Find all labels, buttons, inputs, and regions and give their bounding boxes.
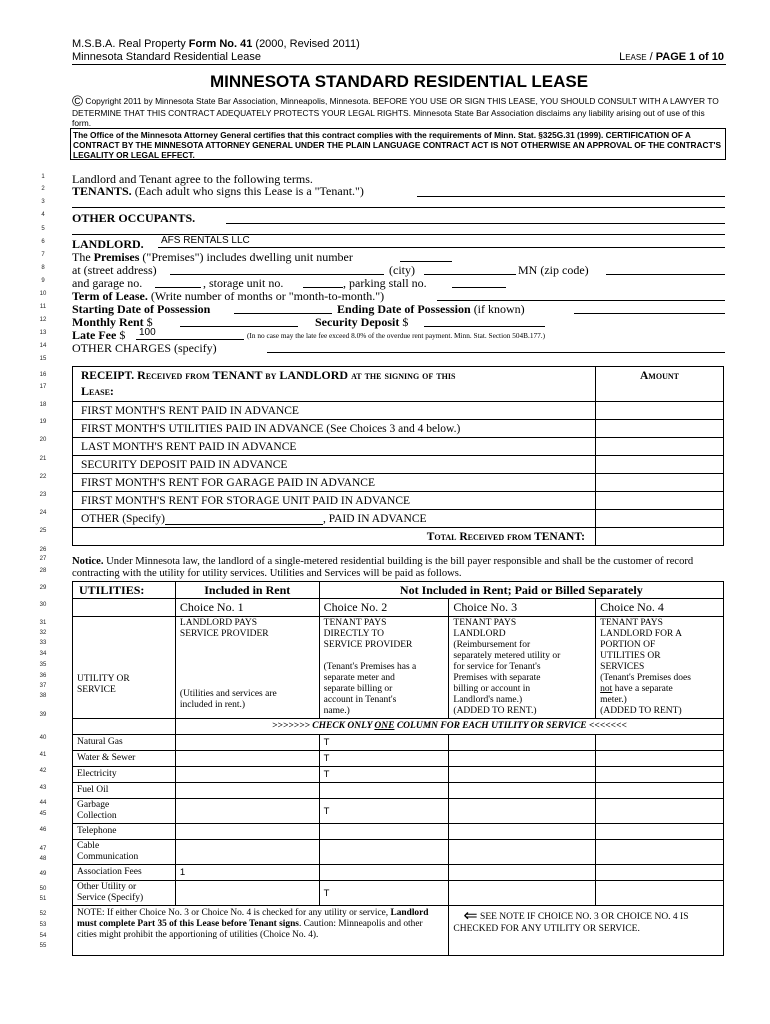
- receipt-header-row: [73, 367, 724, 402]
- receipt-amount-cell[interactable]: [596, 492, 724, 510]
- utility-choice-1-cell[interactable]: [175, 751, 319, 767]
- utility-choice-2-cell[interactable]: T: [319, 767, 449, 783]
- utilities-header-row: [73, 582, 724, 599]
- line-number: 27: [39, 556, 47, 562]
- receipt-row-other: OTHER (Specify) , PAID IN ADVANCE: [73, 510, 724, 528]
- zip-field[interactable]: [606, 262, 725, 275]
- line-number: 18: [39, 402, 47, 408]
- utility-name: Garbage Collection: [73, 799, 176, 824]
- line-number: 55: [39, 943, 47, 949]
- term-line: Term of Lease. (Write number of months or "month-to-month."): [72, 289, 385, 303]
- receipt-amount-cell[interactable]: [596, 456, 724, 474]
- landlord-label: LANDLORD.: [72, 237, 144, 251]
- utility-or-service-label: UTILITY OR SERVICE: [73, 617, 176, 719]
- start-date-label: Starting Date of Possession: [72, 302, 211, 316]
- utility-choice-4-cell[interactable]: [596, 783, 724, 799]
- utility-name: Fuel Oil: [73, 783, 176, 799]
- utility-name: Water & Sewer: [73, 751, 176, 767]
- utility-choice-3-cell[interactable]: [449, 735, 596, 751]
- utility-choice-3-cell[interactable]: [449, 865, 596, 881]
- end-date-field[interactable]: [574, 301, 725, 314]
- utility-choice-1-cell[interactable]: [175, 735, 319, 751]
- line-number: 5: [41, 226, 45, 232]
- line-number: 10: [39, 291, 47, 297]
- line-number: 4: [41, 212, 45, 218]
- choice-2-description: TENANT PAYS DIRECTLY TO SERVICE PROVIDER: [323, 618, 413, 650]
- security-deposit-field[interactable]: [424, 314, 545, 327]
- form-header: [72, 38, 726, 65]
- tenants-field-2[interactable]: [72, 196, 725, 208]
- city-label: (city): [389, 263, 415, 277]
- line-number: 35: [39, 662, 47, 668]
- line-number: 6: [41, 239, 45, 245]
- utility-row: [73, 751, 724, 767]
- utility-name: Natural Gas: [73, 735, 176, 751]
- tenants-line: TENANTS. (Each adult who signs this Lease is a "Tenant."): [72, 184, 364, 198]
- receipt-row: [73, 420, 724, 438]
- start-date-field[interactable]: [234, 301, 332, 314]
- storage-label: , storage unit no.: [203, 276, 284, 290]
- line-number: 50: [39, 886, 47, 892]
- utility-choice-1-cell[interactable]: [175, 840, 319, 865]
- choice-1-note: (Utilities and services are included in rent.): [179, 689, 277, 710]
- line-number: 42: [39, 768, 47, 774]
- line-number: 29: [39, 585, 47, 591]
- receipt-total-row: Total Received from TENANT:: [73, 528, 724, 546]
- choices-row: [73, 599, 724, 617]
- zip-label: MN (zip code): [518, 263, 589, 277]
- utility-choice-2-cell[interactable]: [319, 840, 449, 865]
- arrow-left-icon: ⇐: [463, 906, 478, 925]
- term-field[interactable]: [437, 288, 725, 301]
- receipt-amount-cell[interactable]: [596, 474, 724, 492]
- utility-choice-4-cell[interactable]: [596, 881, 724, 906]
- utility-choice-4-cell[interactable]: [596, 735, 724, 751]
- line-number: 11: [39, 304, 47, 310]
- line-number: 7: [41, 252, 45, 258]
- line-number: 31: [39, 620, 47, 626]
- line-number: 21: [39, 456, 47, 462]
- utility-choice-2-cell[interactable]: T: [319, 751, 449, 767]
- document-title: MINNESOTA STANDARD RESIDENTIAL LEASE: [209, 72, 589, 91]
- utility-choice-2-cell[interactable]: [319, 783, 449, 799]
- receipt-item-label: FIRST MONTH'S RENT FOR GARAGE PAID IN ADVANCE: [73, 474, 596, 492]
- line-number: 20: [39, 437, 47, 443]
- line-number: 52: [39, 911, 47, 917]
- other-charges-field[interactable]: [267, 340, 725, 353]
- garage-label: and garage no.: [72, 276, 143, 290]
- utility-choice-3-cell[interactable]: [449, 767, 596, 783]
- monthly-rent-field[interactable]: [180, 314, 298, 327]
- utility-choice-4-cell[interactable]: [596, 865, 724, 881]
- late-fee-note: (In no case may the late fee exceed 8.0% of the overdue rent payment. Minn. Stat. Section 504B.177.): [247, 331, 546, 340]
- utility-choice-2-cell[interactable]: T: [319, 735, 449, 751]
- line-number: 28: [39, 568, 47, 574]
- choice-4-description: TENANT PAYS LANDLORD FOR A PORTION OF UTILITIES OR SERVICES (Tenant's Premises does: [600, 618, 691, 683]
- utility-name: Electricity: [73, 767, 176, 783]
- copyright-notice: © Copyright 2011 by Minnesota State Bar Association, Minneapolis, Minnesota. BEFORE YOU USE OR SIGN THIS LEASE, YOU SHOULD CONSULT WITH A LAWYER TO DETERMINE THAT THIS CONTRACT ADEQUATELY PROTECTS YOUR LEGAL RIGHTS. Minnesota State Bar Association disclaims any liability arising out of use of this form.: [72, 93, 719, 128]
- utilities-label: UTILITIES:: [73, 582, 176, 599]
- line-number: 9: [41, 278, 45, 284]
- utility-row: [73, 824, 724, 840]
- choices-description-row: UTILITY OR SERVICE LANDLORD PAYS SERVICE PROVIDER (Utilities and services are included in rent.) TENANT PAYS DIRECTLY TO SERVICE PROVIDER (Tenant's Premises has a separate meter and separate billing or account in Tenant's name.) TENANT PAYS LANDLORD (Reimbursement for separately metered utility or for service for Tenant's Premises with separate billing or account in Landlord's name.) (ADDED TO RENT.) TENANT PAYS LANDLORD FOR A PORTION OF UTILITIES OR SERVICES (Tenant's Premises does not have a separate meter.) (ADDED TO RENT): [73, 617, 724, 719]
- utility-choice-1-cell[interactable]: [175, 824, 319, 840]
- line-number: 36: [39, 673, 47, 679]
- utility-row: [73, 840, 724, 865]
- check-one-row: [73, 719, 724, 735]
- receipt-item-label: FIRST MONTH'S RENT FOR STORAGE UNIT PAID IN ADVANCE: [73, 492, 596, 510]
- see-note-text: SEE NOTE IF CHOICE NO. 3 OR CHOICE NO. 4 IS CHECKED FOR ANY UTILITY OR SERVICE.: [453, 912, 689, 934]
- deposit-label: Security Deposit $: [315, 315, 409, 329]
- receipt-amount-cell[interactable]: [596, 438, 724, 456]
- receipt-heading: RECEIPT. Received from TENANT by LANDLORD at the signing of this Lease:: [73, 367, 596, 402]
- line-number: 37: [39, 683, 47, 689]
- line-number: 22: [39, 474, 47, 480]
- choice-1-description: LANDLORD PAYS SERVICE PROVIDER: [179, 618, 269, 639]
- line-number: 19: [39, 419, 47, 425]
- city-field[interactable]: [424, 262, 516, 275]
- other-occupants-field-2[interactable]: [72, 224, 725, 235]
- utility-choice-2-cell[interactable]: [319, 824, 449, 840]
- receipt-amount-cell[interactable]: [596, 420, 724, 438]
- utility-name: Other Utility or Service (Specify): [73, 881, 176, 906]
- utility-choice-1-cell[interactable]: [175, 783, 319, 799]
- line-number: 38: [39, 693, 47, 699]
- utility-choice-3-cell[interactable]: [449, 799, 596, 824]
- line-number: 16: [39, 372, 47, 378]
- line-number: 44: [39, 800, 47, 806]
- form-id-line: M.S.B.A. Real Property Form No. 41 (2000, Revised 2011): [72, 38, 360, 50]
- line-number: 8: [41, 265, 45, 271]
- receipt-amount-other[interactable]: [596, 510, 724, 528]
- utility-choice-4-cell[interactable]: [596, 799, 724, 824]
- line-number: 32: [39, 630, 47, 636]
- utility-notice: Notice. Under Minnesota law, the landlord of a single-metered residential building is the bill payer responsible and shall be the customer of record contracting with the utility for utility services. Utilities and Services will be paid as follows.: [72, 556, 694, 579]
- utility-choice-3-cell[interactable]: [449, 783, 596, 799]
- unit-number-field[interactable]: [400, 249, 452, 262]
- utility-choice-1-cell[interactable]: 1: [175, 865, 319, 881]
- utility-name: Cable Communication: [73, 840, 176, 865]
- line-number: 14: [39, 343, 47, 349]
- line-number: 24: [39, 510, 47, 516]
- line-number: 26: [39, 547, 47, 553]
- utility-name: Telephone: [73, 824, 176, 840]
- line-number: 34: [39, 651, 47, 657]
- included-in-rent-header: Included in Rent: [175, 582, 319, 599]
- receipt-item-label: FIRST MONTH'S UTILITIES PAID IN ADVANCE (See Choices 3 and 4 below.): [73, 420, 596, 438]
- landlord-field[interactable]: AFS RENTALS LLC: [158, 235, 725, 248]
- line-number: 3: [41, 199, 45, 205]
- not-included-header: Not Included in Rent; Paid or Billed Separately: [319, 582, 723, 599]
- utility-choice-4-cell[interactable]: [596, 824, 724, 840]
- line-number: 25: [39, 528, 47, 534]
- utility-choice-4-cell[interactable]: [596, 840, 724, 865]
- line-number: 49: [39, 871, 47, 877]
- receipt-row: [73, 456, 724, 474]
- line-number: 13: [39, 330, 47, 336]
- copyright-icon: ©: [72, 93, 84, 110]
- check-one-instruction: >>>>>>> CHECK ONLY ONE COLUMN FOR EACH UTILITY OR SERVICE <<<<<<<: [175, 719, 723, 735]
- amount-header: Amount: [596, 367, 724, 402]
- utility-choice-3-cell[interactable]: [449, 751, 596, 767]
- street-label: at (street address): [72, 263, 157, 277]
- utility-choice-4-cell[interactable]: [596, 767, 724, 783]
- utility-row: [73, 735, 724, 751]
- utility-choice-1-cell[interactable]: [175, 799, 319, 824]
- line-number: 2: [41, 186, 45, 192]
- line-number: 39: [39, 712, 47, 718]
- receipt-item-label: FIRST MONTH'S RENT PAID IN ADVANCE: [73, 402, 596, 420]
- receipt-amount-cell[interactable]: [596, 402, 724, 420]
- choice-2-note: (Tenant's Premises has a separate meter and separate billing or account in Tenant's name.): [323, 662, 417, 716]
- receipt-row: [73, 438, 724, 456]
- utility-choice-1-cell[interactable]: [175, 767, 319, 783]
- utility-row: [73, 881, 724, 906]
- utility-row: [73, 767, 724, 783]
- line-number: 54: [39, 933, 47, 939]
- other-occupants-label: OTHER OCCUPANTS.: [72, 211, 196, 225]
- intro-line: Landlord and Tenant agree to the following terms.: [72, 172, 313, 186]
- other-charges-label: OTHER CHARGES (specify): [72, 341, 217, 355]
- line-number: 17: [39, 384, 47, 390]
- choice-3-header: Choice No. 3: [449, 599, 596, 617]
- other-occupants-field[interactable]: [226, 211, 725, 224]
- utility-choice-2-cell[interactable]: [319, 865, 449, 881]
- line-number: 47: [39, 846, 47, 852]
- utility-row: [73, 865, 724, 881]
- line-number: 51: [39, 896, 47, 902]
- utility-choice-1-cell[interactable]: [175, 881, 319, 906]
- utilities-note: NOTE: If either Choice No. 3 or Choice No. 4 is checked for any utility or service, Landlord must complete Part 35 of this Lease before Tenant signs. Caution: Minneapolis and other cities might prohibit the apportioning of utilities (Choice No. 4).: [73, 906, 449, 956]
- parking-field[interactable]: [452, 275, 506, 288]
- utility-choice-3-cell[interactable]: [449, 881, 596, 906]
- line-number: 46: [39, 827, 47, 833]
- line-number: 45: [39, 811, 47, 817]
- late-fee-label: Late Fee $: [72, 328, 126, 342]
- line-number: 48: [39, 856, 47, 862]
- form-name-line: Minnesota Standard Residential Lease Lease / PAGE 1 of 10: [72, 51, 724, 63]
- receipt-row: [73, 402, 724, 420]
- utility-choice-4-cell[interactable]: [596, 751, 724, 767]
- line-number: 12: [39, 317, 47, 323]
- receipt-total-amount[interactable]: [596, 528, 724, 546]
- receipt-row: [73, 492, 724, 510]
- utilities-table: [72, 581, 724, 956]
- rent-label: Monthly Rent $: [72, 315, 153, 329]
- utility-choice-2-cell[interactable]: T: [319, 881, 449, 906]
- attorney-general-notice: The Office of the Minnesota Attorney General certifies that this contract complies with the requirements of Minn. Stat. §325G.31 (1999). CERTIFICATION OF A CONTRACT BY THE MINNESOTA ATTORNEY GENERAL UNDER THE PLAIN LANGUAGE CONTRACT ACT IS NOT OTHERWISE AN APPROVAL OF THE CONTRACT'S LEGALITY OR LEGAL EFFECT.: [70, 128, 726, 160]
- other-specify-field[interactable]: [165, 513, 323, 525]
- parking-label: , parking stall no.: [343, 276, 427, 290]
- utility-row: [73, 783, 724, 799]
- line-number: 30: [39, 602, 47, 608]
- choice-3-description: TENANT PAYS LANDLORD (Reimbursement for separately metered utility or for service for Tenant's Premises with separate billing or account in Landlord's name.) (ADDED TO RENT.): [449, 617, 596, 719]
- storage-field[interactable]: [303, 275, 343, 288]
- line-number: 15: [39, 356, 47, 362]
- choice-1-header: Choice No. 1: [175, 599, 319, 617]
- utility-choice-2-cell[interactable]: T: [319, 799, 449, 824]
- late-fee-field[interactable]: 100: [136, 327, 244, 340]
- line-number: 33: [39, 640, 47, 646]
- line-number: 23: [39, 492, 47, 498]
- utility-row: [73, 799, 724, 824]
- choice-2-header: Choice No. 2: [319, 599, 449, 617]
- choice-4-header: Choice No. 4: [596, 599, 724, 617]
- line-number: 53: [39, 922, 47, 928]
- receipt-item-label: SECURITY DEPOSIT PAID IN ADVANCE: [73, 456, 596, 474]
- utilities-note-row: [73, 906, 724, 956]
- line-number: 1: [41, 174, 45, 180]
- utility-choice-3-cell[interactable]: [449, 824, 596, 840]
- end-date-label: Ending Date of Possession (if known): [337, 302, 525, 316]
- garage-field[interactable]: [155, 275, 201, 288]
- premises-line: The Premises ("Premises") includes dwelling unit number: [72, 250, 353, 264]
- receipt-item-label: LAST MONTH'S RENT PAID IN ADVANCE: [73, 438, 596, 456]
- utility-name: Association Fees: [73, 865, 176, 881]
- receipt-row: [73, 474, 724, 492]
- utility-choice-3-cell[interactable]: [449, 840, 596, 865]
- street-address-field[interactable]: [170, 262, 384, 275]
- line-number: 41: [39, 752, 47, 758]
- line-number: 43: [39, 785, 47, 791]
- line-number: 40: [39, 735, 47, 741]
- page-indicator: Lease / PAGE 1 of 10: [619, 51, 724, 63]
- receipt-table: [72, 366, 724, 546]
